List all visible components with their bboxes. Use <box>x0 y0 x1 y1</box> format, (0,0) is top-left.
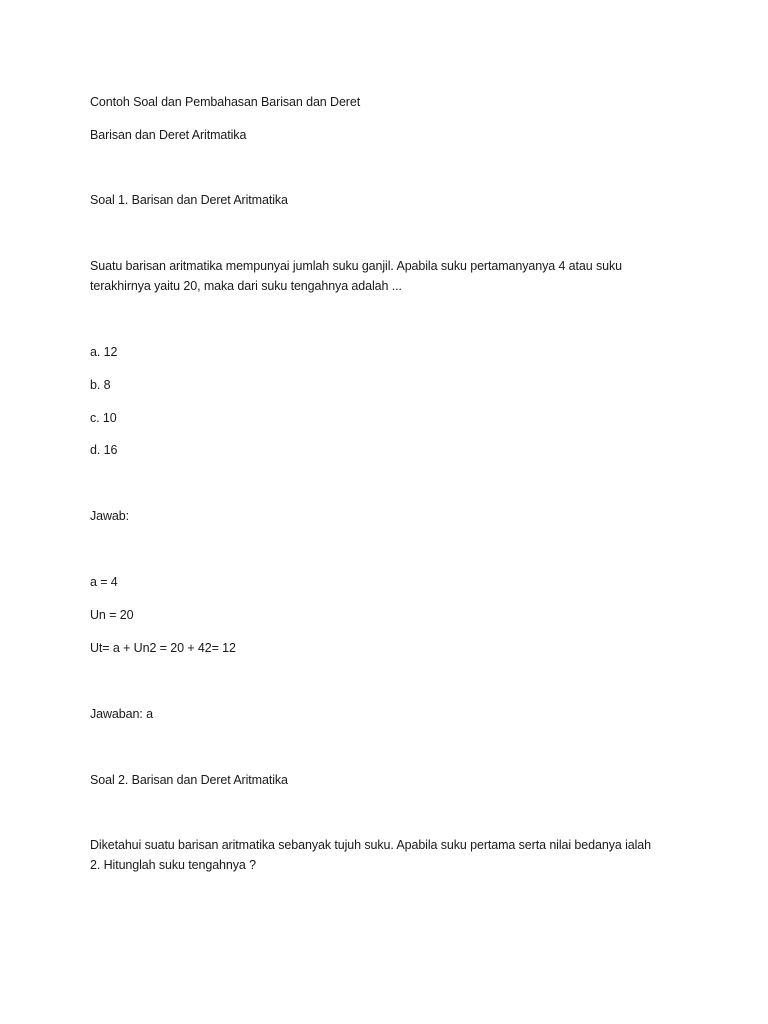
soal-2-heading: Soal 2. Barisan dan Deret Aritmatika <box>90 773 288 787</box>
option-d: d. 16 <box>90 443 118 457</box>
soal-2-question-line-1: Diketahui suatu barisan aritmatika sebanyak tujuh suku. Apabila suku pertama serta nilai bedanya ialah <box>90 838 651 852</box>
option-b: b. 8 <box>90 378 111 392</box>
soal-1-answer: Jawaban: a <box>90 707 153 721</box>
soal-1-question-line-1: Suatu barisan aritmatika mempunyai jumlah suku ganjil. Apabila suku pertamanyanya 4 atau suku <box>90 259 622 273</box>
step-a: a = 4 <box>90 575 118 589</box>
option-c: c. 10 <box>90 411 117 425</box>
jawab-label: Jawab: <box>90 509 130 523</box>
soal-1-heading: Soal 1. Barisan dan Deret Aritmatika <box>90 193 288 207</box>
step-un: Un = 20 <box>90 608 134 622</box>
option-a: a. 12 <box>90 345 118 359</box>
document-subtitle: Barisan dan Deret Aritmatika <box>90 128 247 142</box>
step-ut: Ut= a + Un2 = 20 + 42= 12 <box>90 641 236 655</box>
document-title: Contoh Soal dan Pembahasan Barisan dan Deret <box>90 95 361 109</box>
soal-1-question-line-2: terakhirnya yaitu 20, maka dari suku tengahnya adalah ... <box>90 279 402 293</box>
soal-2-question-line-2: 2. Hitunglah suku tengahnya ? <box>90 858 256 872</box>
